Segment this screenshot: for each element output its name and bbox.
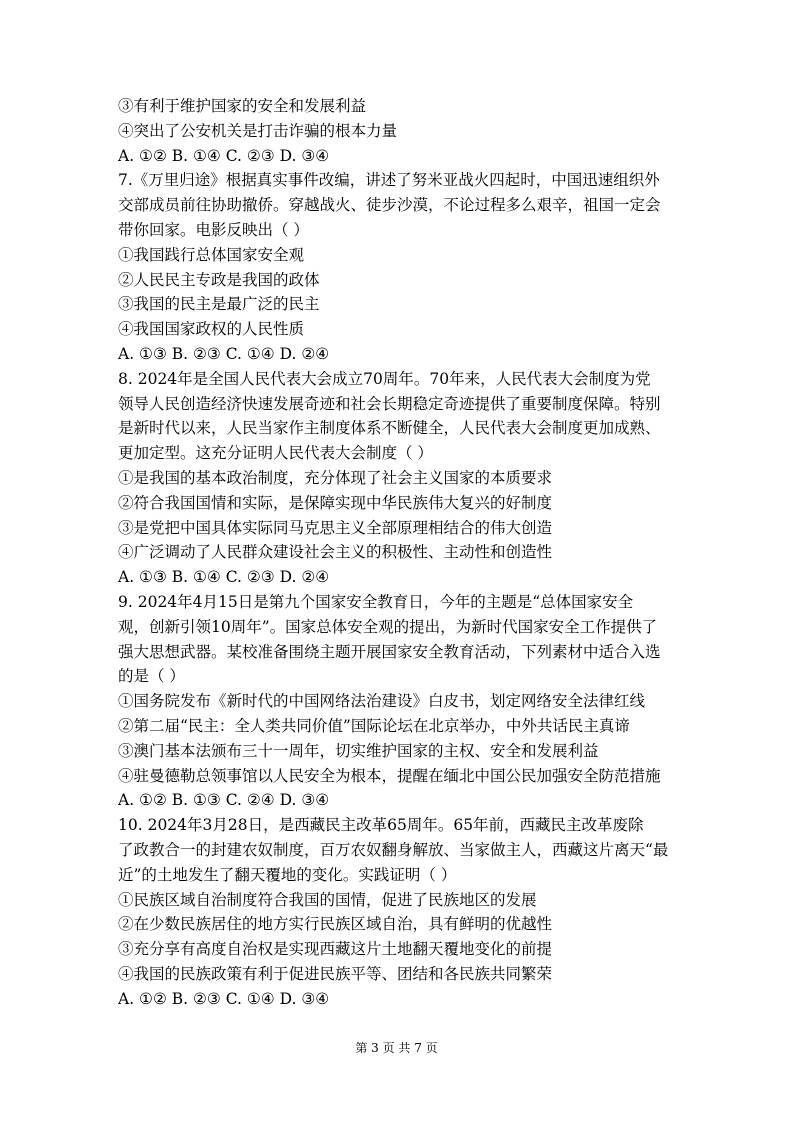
text-line: ①民族区域自治制度符合我国的国情，促进了民族地区的发展	[118, 890, 537, 909]
text-line: 强大思想武器。某校准备围绕主题开展国家安全教育活动，下列素材中适合入选	[118, 642, 661, 661]
text-line: 观，创新引领10周年”。国家总体安全观的提出，为新时代国家安全工作提供了	[118, 617, 658, 636]
text-line: 领导人民创造经济快速发展奇迹和社会长期稳定奇迹提供了重要制度保障。特别	[118, 394, 661, 413]
text-line: ④我国国家政权的人民性质	[118, 320, 305, 339]
text-line: ①是我国的基本政治制度，充分体现了社会主义国家的本质要求	[118, 468, 553, 487]
text-line: ③澳门基本法颁布三十一周年，切实维护国家的主权、安全和发展利益	[118, 741, 599, 760]
text-line: 9. 2024年4月15日是第九个国家安全教育日，今年的主题是“总体国家安全	[118, 592, 634, 611]
text-line: 8. 2024年是全国人民代表大会成立70周年。70年来，人民代表大会制度为党	[118, 369, 651, 388]
text-line: A. ①② B. ①④ C. ②③ D. ③④	[118, 146, 330, 165]
text-line: 交部成员前往协助撤侨。穿越战火、徒步沙漠，不论过程多么艰辛，祖国一定会	[118, 196, 661, 215]
text-line: ④突出了公安机关是打击诈骗的根本力量	[118, 121, 398, 140]
page-content	[118, 94, 680, 1011]
text-line: A. ①② B. ②③ C. ①④ D. ③④	[118, 989, 330, 1008]
text-line: ①我国践行总体国家安全观	[118, 245, 305, 264]
text-line: ①国务院发布《新时代的中国网络法治建设》白皮书，划定网络安全法律红线	[118, 692, 646, 711]
text-line: 带你回家。电影反映出（ ）	[118, 220, 309, 239]
text-line: ②第二届“民主：全人类共同价值”国际论坛在北京举办，中外共话民主真谛	[118, 716, 630, 735]
text-line: ③我国的民主是最广泛的民主	[118, 295, 320, 314]
text-line: 10. 2024年3月28日，是西藏民主改革65周年。65年前，西藏民主改革废除	[118, 816, 644, 835]
text-line: 更加定型。这充分证明人民代表大会制度（ ）	[118, 444, 433, 463]
text-line: ③是党把中国具体实际同马克思主义全部原理相结合的伟大创造	[118, 518, 553, 537]
text-line: ③有利于维护国家的安全和发展利益	[118, 97, 367, 115]
text-line: 了政教合一的封建农奴制度，百万农奴翻身解放、当家做主人，西藏这片离天“最	[118, 840, 669, 859]
text-line: ②人民民主专政是我国的政体	[118, 270, 320, 289]
text-line: A. ①③ B. ①④ C. ②③ D. ②④	[118, 568, 330, 587]
text-line: ④广泛调动了人民群众建设社会主义的积极性、主动性和创造性	[118, 543, 553, 562]
text-line: 的是（ ）	[118, 667, 185, 686]
text-line: 7.《万里归途》根据真实事件改编，讲述了努米亚战火四起时，中国迅速组织外	[118, 171, 660, 190]
text-line: ④我国的民族政策有利于促进民族平等、团结和各民族共同繁荣	[118, 964, 553, 983]
text-line: 近”的土地发生了翻天覆地的变化。实践证明（ ）	[118, 865, 457, 884]
text-line: A. ①② B. ①③ C. ②④ D. ③④	[118, 791, 330, 810]
text-line: ②符合我国国情和实际，是保障实现中华民族伟大复兴的好制度	[118, 493, 553, 512]
text-line: ②在少数民族居住的地方实行民族区域自治，具有鲜明的优越性	[118, 915, 553, 934]
text-line: 是新时代以来，人民当家作主制度体系不断健全，人民代表大会制度更加成熟、	[118, 419, 661, 438]
text-line: A. ①③ B. ②③ C. ①④ D. ②④	[118, 344, 330, 363]
page-footer: 第 3 页 共 7 页	[355, 1041, 438, 1055]
text-line: ③充分享有高度自治权是实现西藏这片土地翻天覆地变化的前提	[118, 940, 553, 959]
text-line: ④驻曼德勒总领事馆以人民安全为根本，提醒在缅北中国公民加强安全防范措施	[118, 766, 661, 785]
